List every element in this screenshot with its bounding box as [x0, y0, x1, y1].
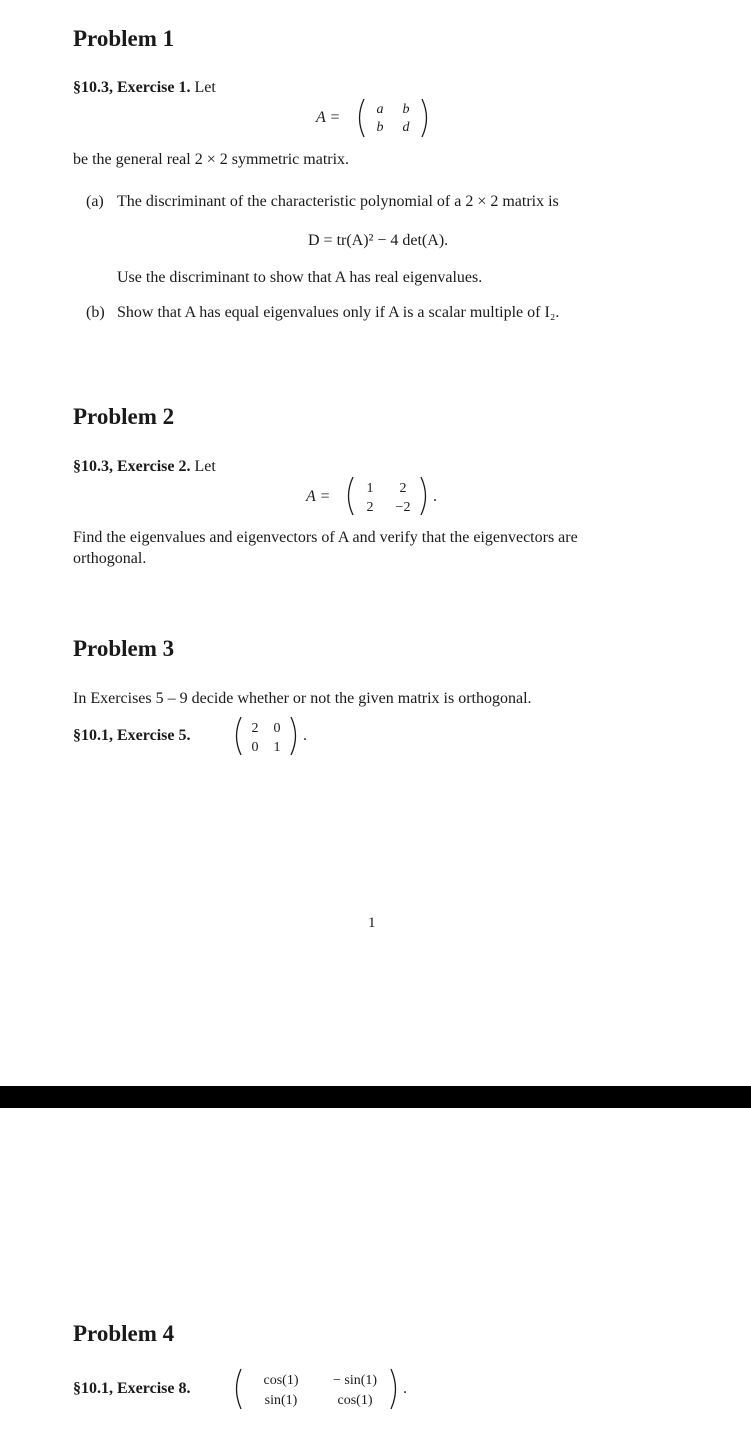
right-paren-icon — [419, 475, 431, 517]
matrix-cell: 0 — [273, 721, 281, 736]
problem-2-after-line-2: orthogonal. — [73, 550, 147, 567]
page-number: 1 — [368, 915, 376, 931]
matrix-lhs: A = — [316, 109, 341, 126]
right-paren-icon — [389, 1367, 401, 1411]
part-a-follow: Use the discriminant to show that A has real eigenvalues. — [117, 269, 483, 286]
left-paren-icon — [354, 97, 366, 139]
matrix-cell: a — [376, 102, 384, 117]
matrix-period: . — [403, 1380, 407, 1397]
matrix-cell: b — [376, 120, 384, 135]
matrix-a — [343, 475, 431, 517]
matrix-cell: 0 — [251, 740, 259, 755]
matrix-period: . — [303, 727, 307, 744]
left-paren-icon — [343, 475, 355, 517]
part-a-label: (a) — [86, 193, 104, 210]
matrix-cell: 2 — [399, 481, 407, 496]
left-paren-icon — [231, 1367, 243, 1411]
matrix-period: . — [433, 488, 437, 505]
part-b-label: (b) — [86, 304, 105, 321]
matrix-cell: sin(1) — [264, 1393, 298, 1408]
matrix-cell: 1 — [273, 740, 281, 755]
right-paren-icon — [289, 715, 301, 757]
exercise-label: §10.3, Exercise 2. — [73, 458, 191, 475]
exercise-intro: Let — [194, 79, 216, 96]
problem-1-after-matrix: be the general real 2 × 2 symmetric matrix. — [73, 151, 350, 168]
exercise-label: §10.1, Exercise 5. — [73, 727, 191, 744]
matrix-lhs: A = — [306, 488, 331, 505]
matrix-exercise-5 — [231, 715, 301, 757]
problem-2-heading: Problem 2 — [73, 404, 175, 429]
problem-3-intro: In Exercises 5 – 9 decide whether or not the given matrix is orthogonal. — [73, 690, 532, 707]
problem-4-heading: Problem 4 — [73, 1321, 175, 1346]
problem-1-exercise-line — [73, 77, 216, 98]
matrix-cell: cos(1) — [263, 1373, 299, 1388]
problem-2-after-line-1: Find the eigenvalues and eigenvectors of A and verify that the eigenvectors are — [73, 529, 578, 546]
problem-4-exercise-line — [73, 1367, 433, 1411]
matrix-cell: 2 — [366, 500, 374, 515]
matrix-cell: d — [402, 120, 410, 135]
matrix-cell: 1 — [366, 481, 374, 496]
problem-2-exercise-line — [73, 456, 216, 477]
left-paren-icon — [231, 715, 243, 757]
problem-3-exercise-line — [73, 715, 373, 757]
symmetric-matrix — [354, 97, 432, 139]
exercise-label: §10.3, Exercise 1. — [73, 79, 191, 96]
page-separator — [0, 1086, 751, 1108]
matrix-cell: 2 — [251, 721, 259, 736]
part-a-text: The discriminant of the characteristic polynomial of a 2 × 2 matrix is — [117, 193, 559, 210]
right-paren-icon — [420, 97, 432, 139]
exercise-intro: Let — [194, 458, 216, 475]
matrix-exercise-8 — [231, 1367, 401, 1411]
problem-1-heading: Problem 1 — [73, 26, 175, 51]
matrix-cell: − sin(1) — [332, 1373, 378, 1388]
discriminant-equation: D = tr(A)² − 4 det(A). — [308, 232, 449, 249]
problem-3-heading: Problem 3 — [73, 636, 175, 661]
matrix-cell: b — [402, 102, 410, 117]
matrix-cell: cos(1) — [337, 1393, 373, 1408]
exercise-label: §10.1, Exercise 8. — [73, 1380, 191, 1397]
matrix-cell: −2 — [395, 500, 411, 515]
part-b-text: Show that A has equal eigenvalues only if A is a scalar multiple of I₂. — [117, 304, 560, 321]
